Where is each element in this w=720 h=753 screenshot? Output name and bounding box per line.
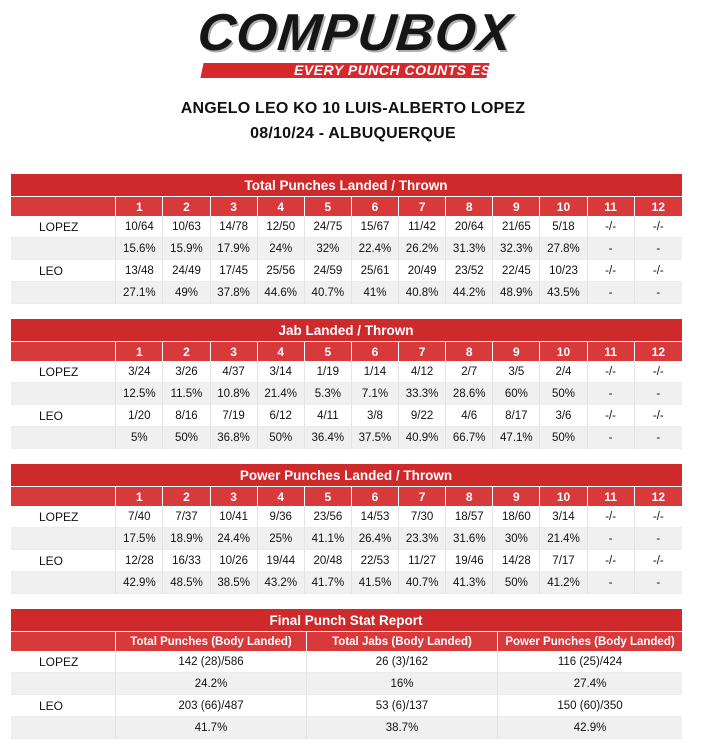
percent-cell: 31.6% — [446, 528, 493, 550]
percent-cell: 21.4% — [540, 528, 587, 550]
landed-thrown-cell: 7/17 — [540, 550, 587, 572]
landed-thrown-cell: 20/64 — [446, 216, 493, 238]
percent-cell: 44.2% — [446, 282, 493, 304]
round-header: 8 — [446, 341, 493, 361]
round-header: 11 — [588, 341, 635, 361]
percent-cell: 60% — [493, 383, 540, 405]
percent-cell: 37.5% — [352, 427, 399, 449]
fighter-name: LOPEZ — [11, 506, 116, 528]
final-value: 142 (28)/586 — [116, 651, 307, 673]
round-header: 12 — [635, 196, 682, 216]
landed-thrown-cell: -/- — [635, 506, 682, 528]
percent-cell: 32.3% — [493, 238, 540, 260]
final-value: 116 (25)/424 — [498, 651, 682, 673]
percent-cell: 27.1% — [116, 282, 163, 304]
landed-thrown-cell: 8/17 — [493, 405, 540, 427]
landed-thrown-cell: 11/27 — [399, 550, 446, 572]
percent-cell: 43.5% — [540, 282, 587, 304]
fighter-name: LEO — [11, 260, 116, 282]
landed-thrown-cell: 3/14 — [258, 361, 305, 383]
final-value: 53 (6)/137 — [307, 695, 498, 717]
landed-thrown-cell: 1/19 — [305, 361, 352, 383]
landed-thrown-cell: 23/52 — [446, 260, 493, 282]
final-header-blank — [11, 631, 116, 651]
percent-cell: 50% — [493, 572, 540, 594]
final-pct: 41.7% — [116, 717, 307, 739]
logo-wordmark: COMPUBOX — [194, 4, 516, 62]
landed-thrown-cell: 22/53 — [352, 550, 399, 572]
final-header-power: Power Punches (Body Landed) — [498, 631, 682, 651]
percent-cell: - — [588, 238, 635, 260]
landed-thrown-cell: 3/6 — [540, 405, 587, 427]
landed-thrown-cell: 19/44 — [258, 550, 305, 572]
landed-thrown-cell: 12/28 — [116, 550, 163, 572]
landed-thrown-cell: 16/33 — [163, 550, 210, 572]
round-stats-table — [11, 464, 682, 594]
round-header: 10 — [540, 486, 587, 506]
round-header: 9 — [493, 486, 540, 506]
percent-cell: - — [588, 572, 635, 594]
landed-thrown-cell: 24/59 — [305, 260, 352, 282]
header-blank — [11, 486, 116, 506]
pct-label-blank — [11, 717, 116, 739]
round-header: 6 — [352, 486, 399, 506]
percent-cell: 40.7% — [399, 572, 446, 594]
percent-cell: 23.3% — [399, 528, 446, 550]
percent-cell: 30% — [493, 528, 540, 550]
round-header: 8 — [446, 486, 493, 506]
percent-cell: 7.1% — [352, 383, 399, 405]
landed-thrown-cell: -/- — [588, 405, 635, 427]
percent-cell: 28.6% — [446, 383, 493, 405]
final-header-total: Total Punches (Body Landed) — [116, 631, 307, 651]
header-blank — [11, 341, 116, 361]
percent-cell: 36.4% — [305, 427, 352, 449]
round-header: 4 — [258, 341, 305, 361]
header-blank — [11, 196, 116, 216]
round-header: 7 — [399, 486, 446, 506]
landed-thrown-cell: 4/6 — [446, 405, 493, 427]
round-header: 3 — [211, 196, 258, 216]
fight-date-location: 08/10/24 - ALBUQUERQUE — [250, 125, 456, 142]
round-header: 2 — [163, 486, 210, 506]
landed-thrown-cell: -/- — [588, 506, 635, 528]
landed-thrown-cell: -/- — [588, 260, 635, 282]
round-header: 2 — [163, 341, 210, 361]
final-pct: 24.2% — [116, 673, 307, 695]
landed-thrown-cell: 11/42 — [399, 216, 446, 238]
landed-thrown-cell: 4/37 — [211, 361, 258, 383]
landed-thrown-cell: -/- — [588, 216, 635, 238]
percent-cell: 36.8% — [211, 427, 258, 449]
percent-cell: 66.7% — [446, 427, 493, 449]
percent-cell: 37.8% — [211, 282, 258, 304]
percent-cell: 43.2% — [258, 572, 305, 594]
round-header: 11 — [588, 196, 635, 216]
landed-thrown-cell: -/- — [635, 550, 682, 572]
fighter-name: LOPEZ — [11, 361, 116, 383]
fighter-name: LEO — [11, 550, 116, 572]
round-header: 7 — [399, 341, 446, 361]
fighter-name: LEO — [11, 405, 116, 427]
landed-thrown-cell: 1/20 — [116, 405, 163, 427]
percent-cell: 50% — [540, 383, 587, 405]
percent-cell: 41.5% — [352, 572, 399, 594]
landed-thrown-cell: 17/45 — [211, 260, 258, 282]
table-title: Power Punches Landed / Thrown — [11, 464, 682, 486]
landed-thrown-cell: 25/56 — [258, 260, 305, 282]
percent-cell: 21.4% — [258, 383, 305, 405]
landed-thrown-cell: 10/23 — [540, 260, 587, 282]
round-header: 12 — [635, 486, 682, 506]
percent-cell: 31.3% — [446, 238, 493, 260]
round-header: 6 — [352, 341, 399, 361]
round-header: 1 — [116, 341, 163, 361]
landed-thrown-cell: 23/56 — [305, 506, 352, 528]
round-header: 9 — [493, 341, 540, 361]
percent-cell: 5.3% — [305, 383, 352, 405]
round-header: 5 — [305, 341, 352, 361]
landed-thrown-cell: 19/46 — [446, 550, 493, 572]
round-header: 11 — [588, 486, 635, 506]
percent-cell: 32% — [305, 238, 352, 260]
landed-thrown-cell: 14/53 — [352, 506, 399, 528]
landed-thrown-cell: 12/50 — [258, 216, 305, 238]
percent-cell: 10.8% — [211, 383, 258, 405]
landed-thrown-cell: -/- — [635, 260, 682, 282]
final-value: 150 (60)/350 — [498, 695, 682, 717]
percent-cell: 15.9% — [163, 238, 210, 260]
percent-cell: 42.9% — [116, 572, 163, 594]
percent-cell: 49% — [163, 282, 210, 304]
landed-thrown-cell: 14/78 — [211, 216, 258, 238]
table-title: Total Punches Landed / Thrown — [11, 174, 682, 196]
round-header: 6 — [352, 196, 399, 216]
round-header: 2 — [163, 196, 210, 216]
round-header: 8 — [446, 196, 493, 216]
round-stats-table — [11, 174, 682, 304]
landed-thrown-cell: 4/12 — [399, 361, 446, 383]
landed-thrown-cell: 2/4 — [540, 361, 587, 383]
compubox-logo — [194, 4, 541, 78]
landed-thrown-cell: 7/40 — [116, 506, 163, 528]
landed-thrown-cell: 3/14 — [540, 506, 587, 528]
round-header: 5 — [305, 196, 352, 216]
landed-thrown-cell: 18/60 — [493, 506, 540, 528]
landed-thrown-cell: 7/37 — [163, 506, 210, 528]
percent-cell: 50% — [258, 427, 305, 449]
final-pct: 42.9% — [498, 717, 682, 739]
landed-thrown-cell: 18/57 — [446, 506, 493, 528]
round-header: 10 — [540, 196, 587, 216]
landed-thrown-cell: -/- — [588, 550, 635, 572]
landed-thrown-cell: 8/16 — [163, 405, 210, 427]
landed-thrown-cell: 20/48 — [305, 550, 352, 572]
landed-thrown-cell: 10/64 — [116, 216, 163, 238]
percent-cell: 27.8% — [540, 238, 587, 260]
landed-thrown-cell: 3/8 — [352, 405, 399, 427]
percent-cell: 33.3% — [399, 383, 446, 405]
landed-thrown-cell: 5/18 — [540, 216, 587, 238]
percent-cell: - — [588, 427, 635, 449]
percent-cell: 24.4% — [211, 528, 258, 550]
percent-cell: - — [635, 572, 682, 594]
percent-cell: 41.1% — [305, 528, 352, 550]
landed-thrown-cell: 24/49 — [163, 260, 210, 282]
final-pct: 27.4% — [498, 673, 682, 695]
round-header: 7 — [399, 196, 446, 216]
percent-cell: 5% — [116, 427, 163, 449]
final-stat-report — [11, 609, 682, 739]
percent-cell: 40.8% — [399, 282, 446, 304]
landed-thrown-cell: 24/75 — [305, 216, 352, 238]
percent-cell: - — [635, 383, 682, 405]
logo-tagline: EVERY PUNCH COUNTS EST. 1985 — [294, 62, 541, 78]
percent-cell: 11.5% — [163, 383, 210, 405]
percent-cell: 38.5% — [211, 572, 258, 594]
pct-label-blank — [11, 282, 116, 304]
percent-cell: 17.5% — [116, 528, 163, 550]
round-header: 9 — [493, 196, 540, 216]
percent-cell: - — [588, 528, 635, 550]
landed-thrown-cell: 7/19 — [211, 405, 258, 427]
percent-cell: 26.4% — [352, 528, 399, 550]
landed-thrown-cell: 13/48 — [116, 260, 163, 282]
pct-label-blank — [11, 528, 116, 550]
percent-cell: - — [588, 383, 635, 405]
percent-cell: 44.6% — [258, 282, 305, 304]
percent-cell: 17.9% — [211, 238, 258, 260]
landed-thrown-cell: 9/36 — [258, 506, 305, 528]
final-header-jabs: Total Jabs (Body Landed) — [307, 631, 498, 651]
pct-label-blank — [11, 673, 116, 695]
fighter-name: LOPEZ — [11, 651, 116, 673]
percent-cell: 48.9% — [493, 282, 540, 304]
final-pct: 16% — [307, 673, 498, 695]
percent-cell: 18.9% — [163, 528, 210, 550]
round-header: 4 — [258, 196, 305, 216]
percent-cell: - — [635, 528, 682, 550]
percent-cell: 25% — [258, 528, 305, 550]
round-header: 1 — [116, 486, 163, 506]
landed-thrown-cell: 3/5 — [493, 361, 540, 383]
percent-cell: 41.7% — [305, 572, 352, 594]
landed-thrown-cell: 7/30 — [399, 506, 446, 528]
percent-cell: 40.7% — [305, 282, 352, 304]
percent-cell: 41% — [352, 282, 399, 304]
landed-thrown-cell: 10/41 — [211, 506, 258, 528]
landed-thrown-cell: 21/65 — [493, 216, 540, 238]
round-header: 3 — [211, 486, 258, 506]
percent-cell: 26.2% — [399, 238, 446, 260]
landed-thrown-cell: 1/14 — [352, 361, 399, 383]
round-header: 10 — [540, 341, 587, 361]
landed-thrown-cell: 10/26 — [211, 550, 258, 572]
percent-cell: 50% — [540, 427, 587, 449]
landed-thrown-cell: -/- — [635, 216, 682, 238]
pct-label-blank — [11, 427, 116, 449]
pct-label-blank — [11, 383, 116, 405]
landed-thrown-cell: 14/28 — [493, 550, 540, 572]
fighter-name: LEO — [11, 695, 116, 717]
pct-label-blank — [11, 572, 116, 594]
percent-cell: 50% — [163, 427, 210, 449]
landed-thrown-cell: 20/49 — [399, 260, 446, 282]
percent-cell: - — [635, 238, 682, 260]
landed-thrown-cell: 2/7 — [446, 361, 493, 383]
fighter-name: LOPEZ — [11, 216, 116, 238]
percent-cell: - — [635, 427, 682, 449]
round-header: 1 — [116, 196, 163, 216]
landed-thrown-cell: 25/61 — [352, 260, 399, 282]
final-value: 203 (66)/487 — [116, 695, 307, 717]
landed-thrown-cell: 4/11 — [305, 405, 352, 427]
percent-cell: 40.9% — [399, 427, 446, 449]
landed-thrown-cell: 3/24 — [116, 361, 163, 383]
landed-thrown-cell: -/- — [635, 361, 682, 383]
landed-thrown-cell: 9/22 — [399, 405, 446, 427]
round-header: 3 — [211, 341, 258, 361]
landed-thrown-cell: 6/12 — [258, 405, 305, 427]
percent-cell: 48.5% — [163, 572, 210, 594]
final-value: 26 (3)/162 — [307, 651, 498, 673]
round-stats-table — [11, 319, 682, 449]
landed-thrown-cell: 15/67 — [352, 216, 399, 238]
fight-title: ANGELO LEO KO 10 LUIS-ALBERTO LOPEZ — [180, 100, 526, 117]
pct-label-blank — [11, 238, 116, 260]
landed-thrown-cell: -/- — [635, 405, 682, 427]
percent-cell: 15.6% — [116, 238, 163, 260]
percent-cell: - — [588, 282, 635, 304]
percent-cell: - — [635, 282, 682, 304]
percent-cell: 41.3% — [446, 572, 493, 594]
percent-cell: 22.4% — [352, 238, 399, 260]
table-title: Jab Landed / Thrown — [11, 319, 682, 341]
landed-thrown-cell: 10/63 — [163, 216, 210, 238]
landed-thrown-cell: 3/26 — [163, 361, 210, 383]
percent-cell: 24% — [258, 238, 305, 260]
landed-thrown-cell: 22/45 — [493, 260, 540, 282]
percent-cell: 41.2% — [540, 572, 587, 594]
round-header: 4 — [258, 486, 305, 506]
percent-cell: 47.1% — [493, 427, 540, 449]
percent-cell: 12.5% — [116, 383, 163, 405]
round-header: 5 — [305, 486, 352, 506]
round-header: 12 — [635, 341, 682, 361]
final-report-title: Final Punch Stat Report — [11, 609, 682, 631]
landed-thrown-cell: -/- — [588, 361, 635, 383]
final-pct: 38.7% — [307, 717, 498, 739]
